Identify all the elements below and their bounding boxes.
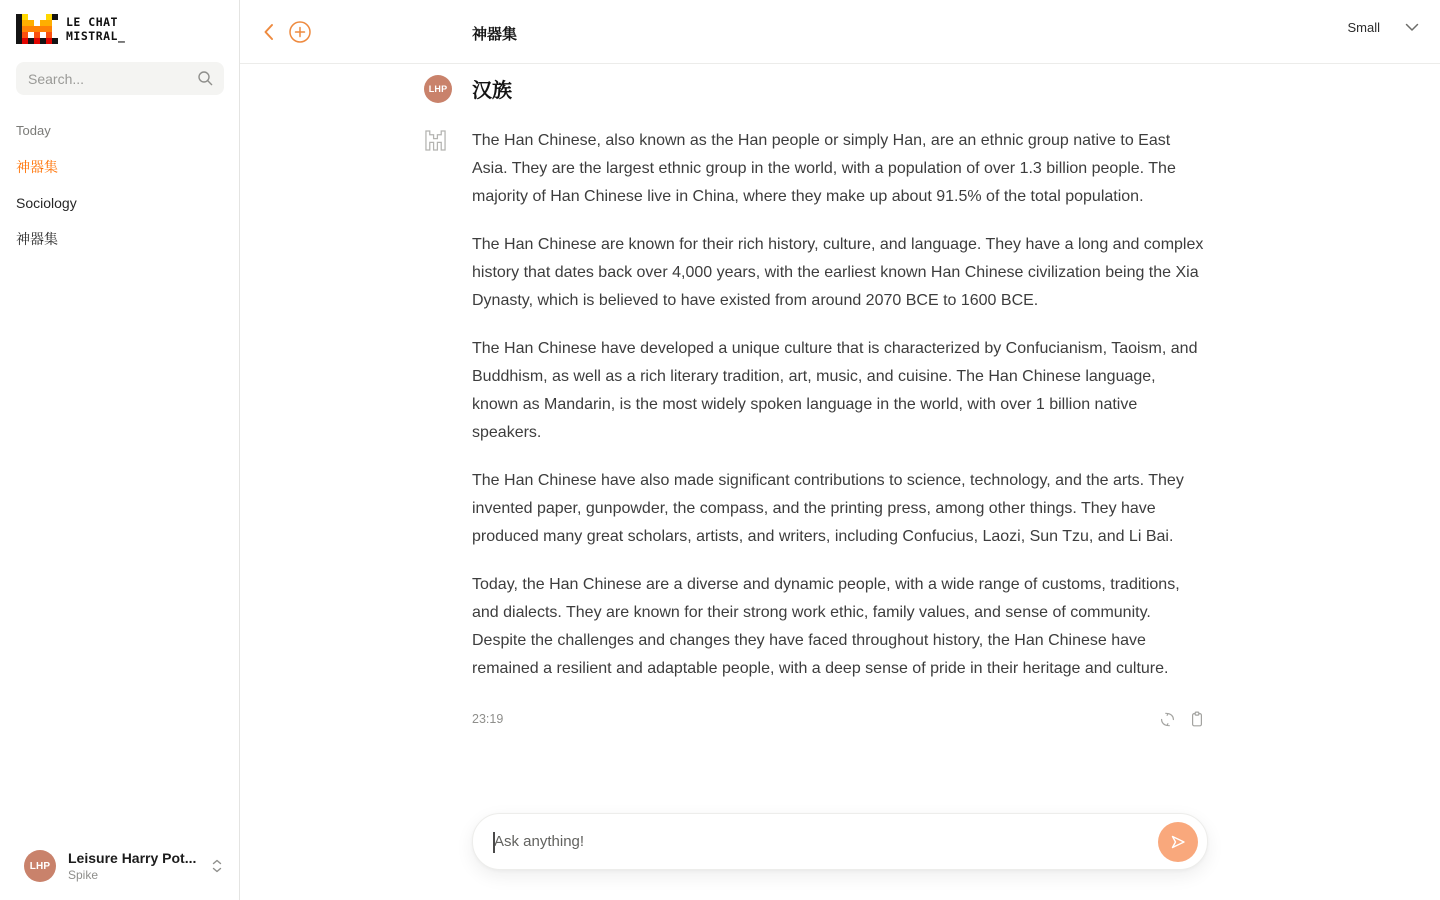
chevron-left-icon — [263, 23, 274, 41]
message-timestamp: 23:19 — [472, 712, 504, 726]
sidebar-item-chat-2[interactable]: Sociology — [16, 195, 77, 211]
brand-wordmark: LE CHAT MISTRAL_ — [66, 15, 126, 43]
copy-button[interactable] — [1190, 711, 1204, 727]
model-selector-value: Small — [1347, 20, 1380, 35]
message-thread — [424, 64, 1204, 727]
main-panel — [240, 0, 1440, 900]
chat-scroll-area[interactable] — [240, 64, 1440, 810]
sidebar — [0, 0, 240, 900]
user-message-text: 汉族 — [472, 80, 512, 102]
send-icon — [1168, 832, 1188, 852]
regenerate-button[interactable] — [1160, 712, 1175, 727]
search-box — [16, 62, 223, 95]
model-selector[interactable] — [1347, 20, 1419, 35]
user-message-avatar: LHP — [424, 75, 452, 103]
composer[interactable] — [472, 813, 1208, 870]
sidebar-item-chat-3[interactable]: 神器集 — [16, 231, 58, 247]
assistant-message-body — [472, 127, 1204, 703]
user-meta — [68, 850, 199, 882]
message-actions — [1160, 711, 1204, 727]
search-icon — [197, 70, 214, 87]
new-chat-button[interactable] — [289, 21, 311, 43]
send-button[interactable] — [1158, 822, 1198, 862]
chevron-up-down-icon[interactable] — [211, 858, 223, 874]
assistant-paragraph: The Han Chinese are known for their rich history, culture, and language. They have a long and complex history that dates back over 4,000 years, with the earliest known Han Chinese civilization being the Xia Dynasty, which is believed to have existed from around 2070 BCE to 1600 BCE. — [472, 236, 1204, 309]
composer-area — [240, 810, 1440, 900]
sidebar-item-chat-1[interactable]: 神器集 — [16, 159, 58, 175]
chevron-down-icon — [1405, 23, 1419, 32]
text-cursor — [493, 832, 495, 853]
search-input[interactable] — [16, 62, 224, 95]
message-input[interactable] — [473, 833, 1158, 850]
chat-title: 神器集 — [472, 26, 518, 43]
user-workspace: Spike — [68, 868, 99, 882]
assistant-paragraph: The Han Chinese, also known as the Han people or simply Han, are an ethnic group native to East Asia. They are the largest ethnic group in the world, with a population of over 1.3 billion people. The majority of Han Chinese live in China, where they make up about 91.5% of the total population. — [472, 132, 1176, 205]
user-avatar: LHP — [24, 850, 56, 882]
history-section-label: Today — [16, 123, 51, 138]
assistant-paragraph: The Han Chinese have also made significant contributions to science, technology, and the arts. They invented paper, gunpowder, the compass, and the printing press, among other things. They have produced many great scholars, artists, and writers, including Confucius, Laozi, Sun Tzu, and Li Bai. — [472, 472, 1184, 545]
mistral-logo-icon — [16, 14, 58, 44]
copy-icon — [1190, 711, 1204, 727]
regenerate-icon — [1160, 712, 1175, 727]
user-message — [424, 74, 1204, 103]
assistant-paragraph: Today, the Han Chinese are a diverse and dynamic people, with a wide range of customs, traditions, and dialects. They are known for their strong work ethic, family values, and sense of community. Despite the challenges and changes they have faced throughout history, the Han Chinese have remained a resilient and adaptable people, with a deep sense of pride in their heritage and culture. — [472, 576, 1180, 677]
plus-circle-icon — [289, 21, 311, 43]
back-button[interactable] — [256, 20, 280, 44]
assistant-paragraph: The Han Chinese have developed a unique culture that is characterized by Confucianism, Taoism, and Buddhism, as well as a rich literary tradition, art, music, and cuisine. The Han Chinese language, known as Mandarin, is the most widely spoken language in the world, with over 1 billion native speakers. — [472, 340, 1198, 441]
chat-header — [240, 0, 1440, 64]
mistral-assistant-icon — [424, 130, 447, 151]
user-profile[interactable] — [0, 836, 239, 900]
chat-history-list — [0, 138, 239, 258]
message-footer — [472, 711, 1204, 727]
assistant-message — [424, 127, 1204, 703]
user-name: Leisure Harry Pot... — [68, 850, 197, 866]
brand — [0, 0, 239, 54]
